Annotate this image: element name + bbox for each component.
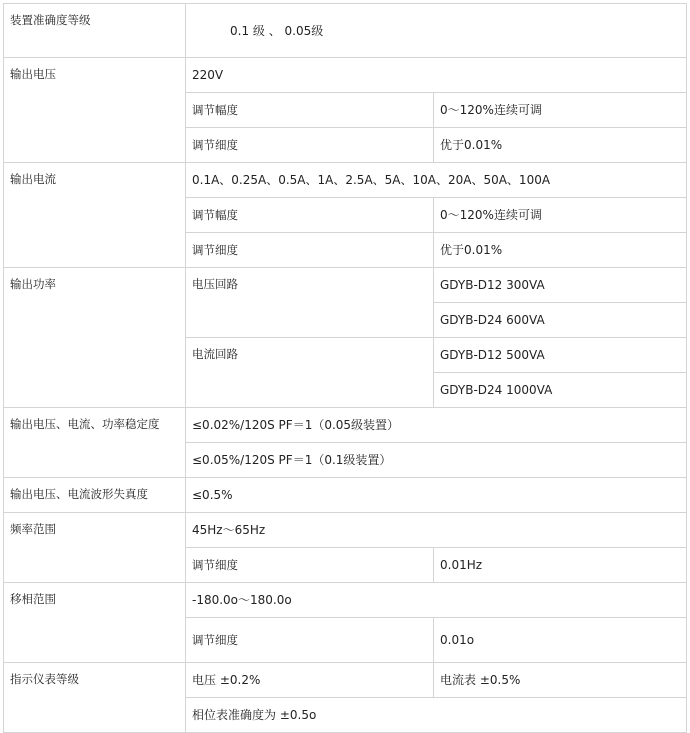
table-cell: 优于0.01% <box>434 233 687 268</box>
table-cell: 电压回路 <box>186 268 434 338</box>
table-cell: 220V <box>186 58 687 93</box>
table-cell: -180.0o～180.0o <box>186 583 687 618</box>
table-cell: 0～120%连续可调 <box>434 198 687 233</box>
table-row <box>4 478 687 513</box>
row-label: 输出电流 <box>4 163 186 268</box>
table-cell: 电压 ±0.2% <box>186 663 434 698</box>
table-cell: 0.1A、0.25A、0.5A、1A、2.5A、5A、10A、20A、50A、100A <box>186 163 687 198</box>
table-row <box>4 583 687 618</box>
table-cell: 45Hz～65Hz <box>186 513 687 548</box>
table-cell: GDYB-D12 300VA <box>434 268 687 303</box>
table-cell: 调节细度 <box>186 233 434 268</box>
table-cell: 电流表 ±0.5% <box>434 663 687 698</box>
table-cell: GDYB-D24 1000VA <box>434 373 687 408</box>
table-cell: 调节细度 <box>186 618 434 663</box>
table-cell: ≤0.05%/120S PF＝1（0.1级装置） <box>186 443 687 478</box>
table-cell: GDYB-D24 600VA <box>434 303 687 338</box>
table-cell: 0.01Hz <box>434 548 687 583</box>
row-label: 装置准确度等级 <box>4 4 186 58</box>
table-row <box>4 58 687 93</box>
table-cell: 调节幅度 <box>186 198 434 233</box>
table-cell: 调节幅度 <box>186 93 434 128</box>
row-label: 指示仪表等级 <box>4 663 186 733</box>
row-label: 输出电压、电流波形失真度 <box>4 478 186 513</box>
table-row <box>4 4 687 58</box>
row-label: 输出电压 <box>4 58 186 163</box>
row-label: 移相范围 <box>4 583 186 663</box>
table-row <box>4 268 687 303</box>
table-cell: 0.01o <box>434 618 687 663</box>
row-label: 频率范围 <box>4 513 186 583</box>
table-row <box>4 513 687 548</box>
table-cell: 调节细度 <box>186 128 434 163</box>
table-row <box>4 663 687 698</box>
table-cell: 0～120%连续可调 <box>434 93 687 128</box>
table-cell: 调节细度 <box>186 548 434 583</box>
table-cell: GDYB-D12 500VA <box>434 338 687 373</box>
table-cell: ≤0.02%/120S PF＝1（0.05级装置） <box>186 408 687 443</box>
table-row <box>4 163 687 198</box>
accuracy-value: 0.1 级 、 0.05级 <box>230 23 324 38</box>
row-label: 输出电压、电流、功率稳定度 <box>4 408 186 478</box>
table-cell: 优于0.01% <box>434 128 687 163</box>
table-cell: 电流回路 <box>186 338 434 408</box>
table-cell: ≤0.5% <box>186 478 687 513</box>
spec-table <box>3 3 687 733</box>
table-row <box>4 408 687 443</box>
table-cell <box>186 4 687 58</box>
row-label: 输出功率 <box>4 268 186 408</box>
table-cell: 相位表准确度为 ±0.5o <box>186 698 687 733</box>
